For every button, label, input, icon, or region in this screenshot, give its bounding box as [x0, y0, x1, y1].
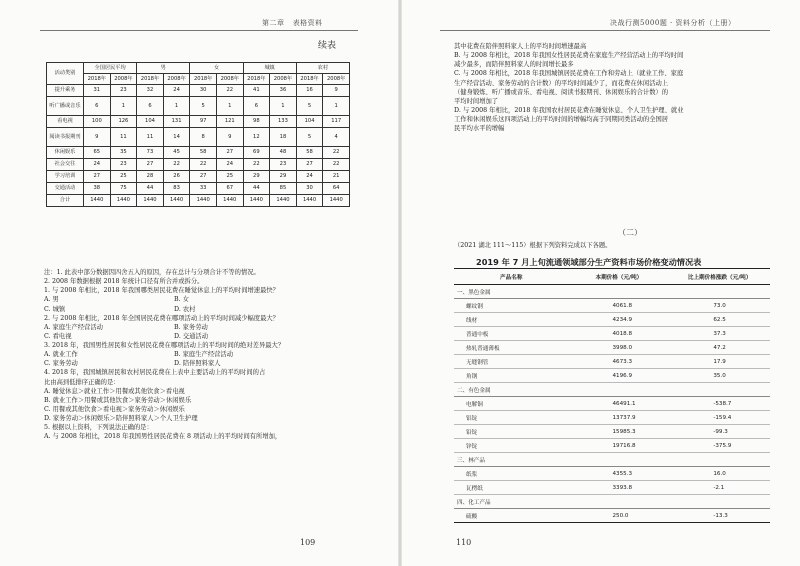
answer-line: B. 与 2008 年相比，2018 年我国女性居民花费在家庭生产经营活动上的平均时间: [454, 52, 684, 60]
table-cell: 44: [137, 183, 164, 195]
product-name: 电解铜: [454, 397, 568, 411]
table-row: [454, 481, 770, 495]
table-cell: 5: [190, 97, 217, 116]
table-cell: 85: [270, 183, 297, 195]
table-cell: 73: [137, 147, 164, 159]
table-cell: 11: [137, 128, 164, 147]
product-name: 普通中板: [454, 327, 568, 341]
table-row: [47, 183, 350, 195]
table-cell: 8: [190, 128, 217, 147]
price-table-title: 2019 年 7 月上旬流通领域部分生产资料市场价格变动情况表: [476, 257, 702, 267]
table-cell: 1440: [270, 195, 297, 207]
table-cell: 131: [163, 116, 190, 128]
table-cell: 1440: [110, 195, 137, 207]
header-rule: [440, 30, 770, 31]
table-cell: 4: [323, 128, 350, 147]
row-label: 看电视: [47, 116, 84, 128]
table-cell: 100: [84, 116, 111, 128]
col-header: 本期价格（元/吨）: [568, 269, 669, 285]
question-4: 4. 2018 年，我国城镇居民和农村居民花费在上表中主要活动上的平均时间的占: [44, 369, 266, 377]
table-cell: 98: [243, 116, 270, 128]
group-header: 男: [137, 63, 190, 74]
price-table: [454, 268, 770, 523]
change-value: [669, 495, 770, 509]
product-name: 一、黑色金属: [454, 285, 568, 299]
table-row: [454, 397, 770, 411]
change-value: -13.3: [669, 509, 770, 523]
answer-line: C. 与 2008 年相比，2018 年我国城镇居民花费在工作和劳动上（就业工作、家庭: [454, 70, 684, 78]
table-cell: 1: [323, 97, 350, 116]
left-header: [262, 18, 323, 28]
price-value: 4355.3: [568, 467, 669, 481]
row-label: 阅读书报期刊: [47, 128, 84, 147]
table-cell: 26: [163, 171, 190, 183]
book-gutter: [398, 0, 402, 566]
price-value: [568, 285, 669, 299]
product-name: 热轧普通薄板: [454, 341, 568, 355]
table-cell: 23: [110, 85, 137, 97]
table-cell: 1: [110, 97, 137, 116]
header-rule: [40, 30, 358, 31]
table-cell: 36: [270, 85, 297, 97]
group-header: 城镇: [243, 63, 296, 74]
table-cell: 5: [296, 128, 323, 147]
table-cell: 30: [296, 183, 323, 195]
question-3: 3. 2018 年，我国男性居民和女性居民花费在哪项活动上的平均时间的绝对差异最大？: [44, 342, 285, 349]
table-cell: 1: [216, 97, 243, 116]
category-row: [454, 495, 770, 509]
option: D. 家务劳动＞休闲娱乐＞陪伴照料家人＞个人卫生护理: [44, 415, 198, 422]
answer-line: 工作和休闲娱乐这四项活动上的平均时间的增幅均高于同期同类活动的全国居: [454, 116, 669, 123]
table-cell: 12: [243, 128, 270, 147]
table-cell: 75: [110, 183, 137, 195]
answer-line: 其中花费在陪伴照料家人上的平均时间增速最高: [454, 43, 587, 50]
table-cell: 44: [243, 183, 270, 195]
table-cell: 126: [110, 116, 137, 128]
group-header: 女: [190, 63, 243, 74]
table-row: [47, 147, 350, 159]
table-cell: 21: [323, 171, 350, 183]
table-cell: 23: [270, 159, 297, 171]
option: C. 家务劳动: [44, 360, 78, 368]
price-value: 3998.0: [568, 341, 669, 355]
question-2: 2. 与 2008 年相比，2018 年全国居民花费在哪项活动上的平均时间减少幅度最大？: [44, 314, 279, 322]
table-cell: 28: [137, 171, 164, 183]
category-row: [454, 285, 770, 299]
table-cell: 64: [323, 183, 350, 195]
col-header: 产品名称: [454, 269, 568, 285]
option: D. 陪伴照料家人: [174, 360, 221, 368]
table-row: [47, 159, 350, 171]
price-value: [568, 383, 669, 397]
activity-time-table: [46, 62, 350, 207]
table-row: [47, 171, 350, 183]
year-header: 2008年: [110, 74, 137, 85]
change-value: -375.9: [669, 439, 770, 453]
answer-line: D. 与 2008 年相比，2018 年我国农村居民花费在睡觉休息、个人卫生护理、就业: [454, 106, 684, 114]
change-value: 35.0: [669, 369, 770, 383]
table-cell: 9: [84, 128, 111, 147]
table-cell: 69: [243, 147, 270, 159]
page-number: 110: [456, 538, 472, 547]
price-value: 4673.3: [568, 355, 669, 369]
table-cell: 41: [243, 85, 270, 97]
table-cell: 24: [163, 85, 190, 97]
col-header: 比上期价格涨跌（元/吨）: [669, 269, 770, 285]
change-value: [669, 453, 770, 467]
answer-line: 平均时间增加了: [454, 97, 499, 105]
price-value: 4061.8: [568, 299, 669, 313]
table-cell: 29: [243, 171, 270, 183]
change-value: -159.4: [669, 411, 770, 425]
option: D. 农村: [174, 305, 196, 313]
year-header: 2018年: [84, 74, 111, 85]
change-value: -99.3: [669, 425, 770, 439]
table-cell: 27: [190, 171, 217, 183]
row-label: 合计: [47, 195, 84, 207]
table-cell: 22: [190, 159, 217, 171]
table-cell: 104: [296, 116, 323, 128]
table-note-2: 2. 2008 年数据根据 2018 年统计口径有所合并或拆分。: [44, 278, 204, 286]
table-cell: 24: [84, 159, 111, 171]
table-row: [454, 425, 770, 439]
question-1: 1. 与 2008 年相比，2018 年我国哪类居民花费在睡觉休息上的平均时间增速最快？: [44, 287, 279, 295]
table-cell: 6: [84, 97, 111, 116]
answer-line: 民平均水平的增幅: [454, 125, 505, 133]
change-value: -538.7: [669, 397, 770, 411]
table-row: [454, 341, 770, 355]
table-cell: 1440: [243, 195, 270, 207]
product-name: 纸浆: [454, 467, 568, 481]
year-header: 2008年: [216, 74, 243, 85]
change-value: 37.3: [669, 327, 770, 341]
corner-header: 活动类别: [47, 63, 84, 85]
table-cell: 24: [216, 159, 243, 171]
table-cell: 16: [296, 85, 323, 97]
table-cell: 1: [270, 97, 297, 116]
year-header: 2018年: [243, 74, 270, 85]
change-value: 16.0: [669, 467, 770, 481]
table-row: [47, 128, 350, 147]
question-5: 5. 根据以上资料，下列说法正确的是：: [44, 424, 153, 432]
option: A. 家庭生产经营活动: [44, 323, 103, 331]
price-value: 4196.9: [568, 369, 669, 383]
category-row: [454, 383, 770, 397]
option: A. 男: [44, 296, 59, 304]
product-name: 二、有色金属: [454, 383, 568, 397]
table-cell: 35: [110, 147, 137, 159]
table-cell: 104: [137, 116, 164, 128]
product-name: 锌锭: [454, 439, 568, 453]
table-cell: 58: [190, 147, 217, 159]
price-value: 4234.9: [568, 313, 669, 327]
product-name: 硫酸: [454, 509, 568, 523]
table-cell: 32: [137, 85, 164, 97]
chapter-title: 表格资料: [292, 19, 323, 27]
change-value: [669, 285, 770, 299]
table-cell: 83: [163, 183, 190, 195]
year-header: 2018年: [190, 74, 217, 85]
table-cell: 27: [216, 147, 243, 159]
table-cell: 22: [163, 159, 190, 171]
table-cell: 22: [323, 159, 350, 171]
product-name: 四、化工产品: [454, 495, 568, 509]
table-cell: 65: [84, 147, 111, 159]
table-cell: 27: [137, 159, 164, 171]
option: B. 家庭生产经营活动: [174, 351, 234, 359]
question-4-cont: 比由高到低排序正确的是：: [44, 378, 120, 386]
product-name: 线材: [454, 313, 568, 327]
table-cell: 9: [216, 128, 243, 147]
option: B. 女: [174, 296, 189, 304]
change-value: 62.5: [669, 313, 770, 327]
group-header: 农村: [296, 63, 349, 74]
table-row: [454, 467, 770, 481]
product-name: 三、林产品: [454, 453, 568, 467]
product-name: 螺纹钢: [454, 299, 568, 313]
option: B. 家务劳动: [174, 323, 208, 331]
table-cell: 18: [270, 128, 297, 147]
table-cell: 1440: [137, 195, 164, 207]
option: A. 就业工作: [44, 351, 78, 359]
page-number: 109: [300, 538, 316, 547]
table-cell: 9: [323, 85, 350, 97]
change-value: 17.9: [669, 355, 770, 369]
table-row: [454, 411, 770, 425]
table-row: [454, 299, 770, 313]
price-value: 15985.3: [568, 425, 669, 439]
table-cell: 24: [296, 171, 323, 183]
table-row: [454, 313, 770, 327]
answer-line: 减少最多，而陪伴照料家人的时间增长最多: [454, 61, 574, 69]
table-cell: 11: [110, 128, 137, 147]
table-cell: 22: [243, 159, 270, 171]
year-header: 2008年: [323, 74, 350, 85]
section-intro: （2021 湖北 111～115）根据下列资料完成以下各题。: [454, 242, 612, 249]
category-row: [454, 453, 770, 467]
table-note: 注：1. 此表中部分数据因四舍五入的原因，存在总计与分项合计不等的情况。: [44, 269, 260, 276]
row-label: 听广播或音乐: [47, 97, 84, 116]
price-value: 46491.1: [568, 397, 669, 411]
price-value: 19716.8: [568, 439, 669, 453]
table-cell: 25: [216, 171, 243, 183]
table-cell: 14: [163, 128, 190, 147]
year-header: 2018年: [137, 74, 164, 85]
table-cell: 38: [84, 183, 111, 195]
table-row: [454, 355, 770, 369]
table-cell: 22: [216, 85, 243, 97]
change-value: 47.2: [669, 341, 770, 355]
price-value: 3393.8: [568, 481, 669, 495]
table-cell: 1: [163, 97, 190, 116]
table-row: [454, 369, 770, 383]
table-row: [454, 327, 770, 341]
change-value: [669, 383, 770, 397]
option: D. 交通活动: [174, 332, 209, 340]
table-cell: 5: [296, 97, 323, 116]
price-value: [568, 495, 669, 509]
row-label: 提升乘务: [47, 85, 84, 97]
right-header: 决战行测5000题 · 资料分析（上册）: [610, 19, 736, 27]
option: B. 就业工作＞用餐或其他饮食＞家务劳动＞休闲娱乐: [44, 396, 192, 404]
table-cell: 31: [84, 85, 111, 97]
product-name: 铝锭: [454, 411, 568, 425]
table-cell: 27: [296, 159, 323, 171]
table-row: [47, 97, 350, 116]
table-cell: 25: [110, 171, 137, 183]
table-cell: 29: [270, 171, 297, 183]
table-cell: 45: [163, 147, 190, 159]
table-cell: 1440: [84, 195, 111, 207]
option: C. 城镇: [44, 305, 66, 313]
row-label: 社会交往: [47, 159, 84, 171]
year-header: 2008年: [163, 74, 190, 85]
row-label: 交通活动: [47, 183, 84, 195]
option: C. 看电视: [44, 332, 72, 340]
table-cell: 6: [137, 97, 164, 116]
right-text: [454, 42, 684, 133]
change-value: -2.1: [669, 481, 770, 495]
product-name: 无缝钢管: [454, 355, 568, 369]
left-text: [44, 268, 304, 441]
table-cell: 133: [270, 116, 297, 128]
table-cell: 117: [323, 116, 350, 128]
chapter-label: 第二章: [262, 19, 285, 27]
table-cell: 27: [84, 171, 111, 183]
table-cell: 67: [216, 183, 243, 195]
table-cell: 6: [243, 97, 270, 116]
table-cell: 1440: [216, 195, 243, 207]
table-cell: 22: [323, 147, 350, 159]
row-label: 学习培训: [47, 171, 84, 183]
table-row: [47, 195, 350, 207]
change-value: 73.0: [669, 299, 770, 313]
price-value: [568, 453, 669, 467]
section-label: （二）: [618, 228, 642, 237]
table-cell: 1440: [323, 195, 350, 207]
group-header: 全国居民平均: [84, 63, 137, 74]
table-row: [47, 116, 350, 128]
continued-label: 续表: [318, 41, 337, 51]
table-cell: 1440: [296, 195, 323, 207]
table-cell: 97: [190, 116, 217, 128]
table-cell: 1440: [163, 195, 190, 207]
option: A. 睡觉休息＞就业工作＞用餐或其他饮食＞看电视: [44, 387, 185, 395]
table-cell: 1440: [190, 195, 217, 207]
table-cell: 23: [110, 159, 137, 171]
year-header: 2018年: [296, 74, 323, 85]
table-cell: 58: [296, 147, 323, 159]
table-row: [454, 509, 770, 523]
table-row: [47, 85, 350, 97]
option: A. 与 2008 年相比，2018 年我国男性居民花费在 8 项活动上的平均时间有所增加，: [44, 433, 282, 441]
price-value: 13737.9: [568, 411, 669, 425]
price-value: 250.0: [568, 509, 669, 523]
table-cell: 33: [190, 183, 217, 195]
product-name: 角钢: [454, 369, 568, 383]
row-label: 休闲娱乐: [47, 147, 84, 159]
product-name: 瓦楞纸: [454, 481, 568, 495]
answer-line: （健身锻炼、听广播或音乐、看电视、阅读书报期刊、休闲娱乐的合计数）的: [454, 88, 669, 96]
year-header: 2008年: [270, 74, 297, 85]
table-row: [454, 439, 770, 453]
answer-line: 生产经营活动、家务劳动的合计数）的平均时间减少了，而花费在休闲活动上: [454, 79, 669, 87]
product-name: 铅锭: [454, 425, 568, 439]
option: C. 用餐或其他饮食＞看电视＞家务劳动＞休闲娱乐: [44, 405, 185, 413]
table-cell: 30: [190, 85, 217, 97]
table-cell: 48: [270, 147, 297, 159]
table-cell: 121: [216, 116, 243, 128]
price-value: 4018.8: [568, 327, 669, 341]
